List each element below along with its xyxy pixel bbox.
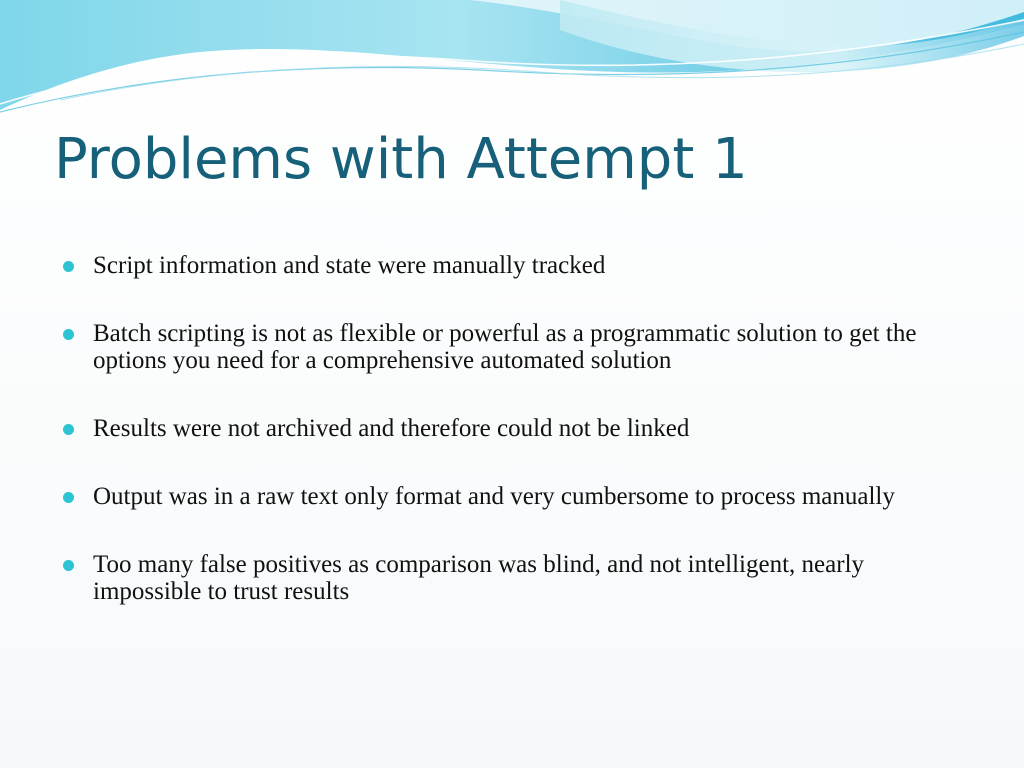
bullet-list	[60, 252, 960, 646]
header-wave-decoration	[0, 0, 1024, 130]
bullet-icon	[63, 492, 74, 503]
list-item	[60, 415, 960, 442]
slide-title: Problems with Attempt 1	[54, 127, 748, 192]
bullet-text: Output was in a raw text only format and very cumbersome to process manually	[93, 483, 895, 510]
bullet-icon	[63, 560, 74, 571]
bullet-text: Batch scripting is not as flexible or powerful as a programmatic solution to get the options you need for a comprehensive automated solution	[93, 320, 917, 374]
list-item	[60, 483, 960, 510]
bullet-icon	[63, 261, 74, 272]
list-item	[60, 252, 960, 279]
bullet-icon	[63, 424, 74, 435]
bullet-text: Script information and state were manually tracked	[93, 252, 606, 279]
bullet-text: Results were not archived and therefore could not be linked	[93, 415, 690, 442]
list-item	[60, 320, 960, 374]
bullet-text: Too many false positives as comparison was blind, and not intelligent, nearly impossible to trust results	[93, 551, 865, 605]
list-item	[60, 551, 960, 605]
bullet-icon	[63, 329, 74, 340]
